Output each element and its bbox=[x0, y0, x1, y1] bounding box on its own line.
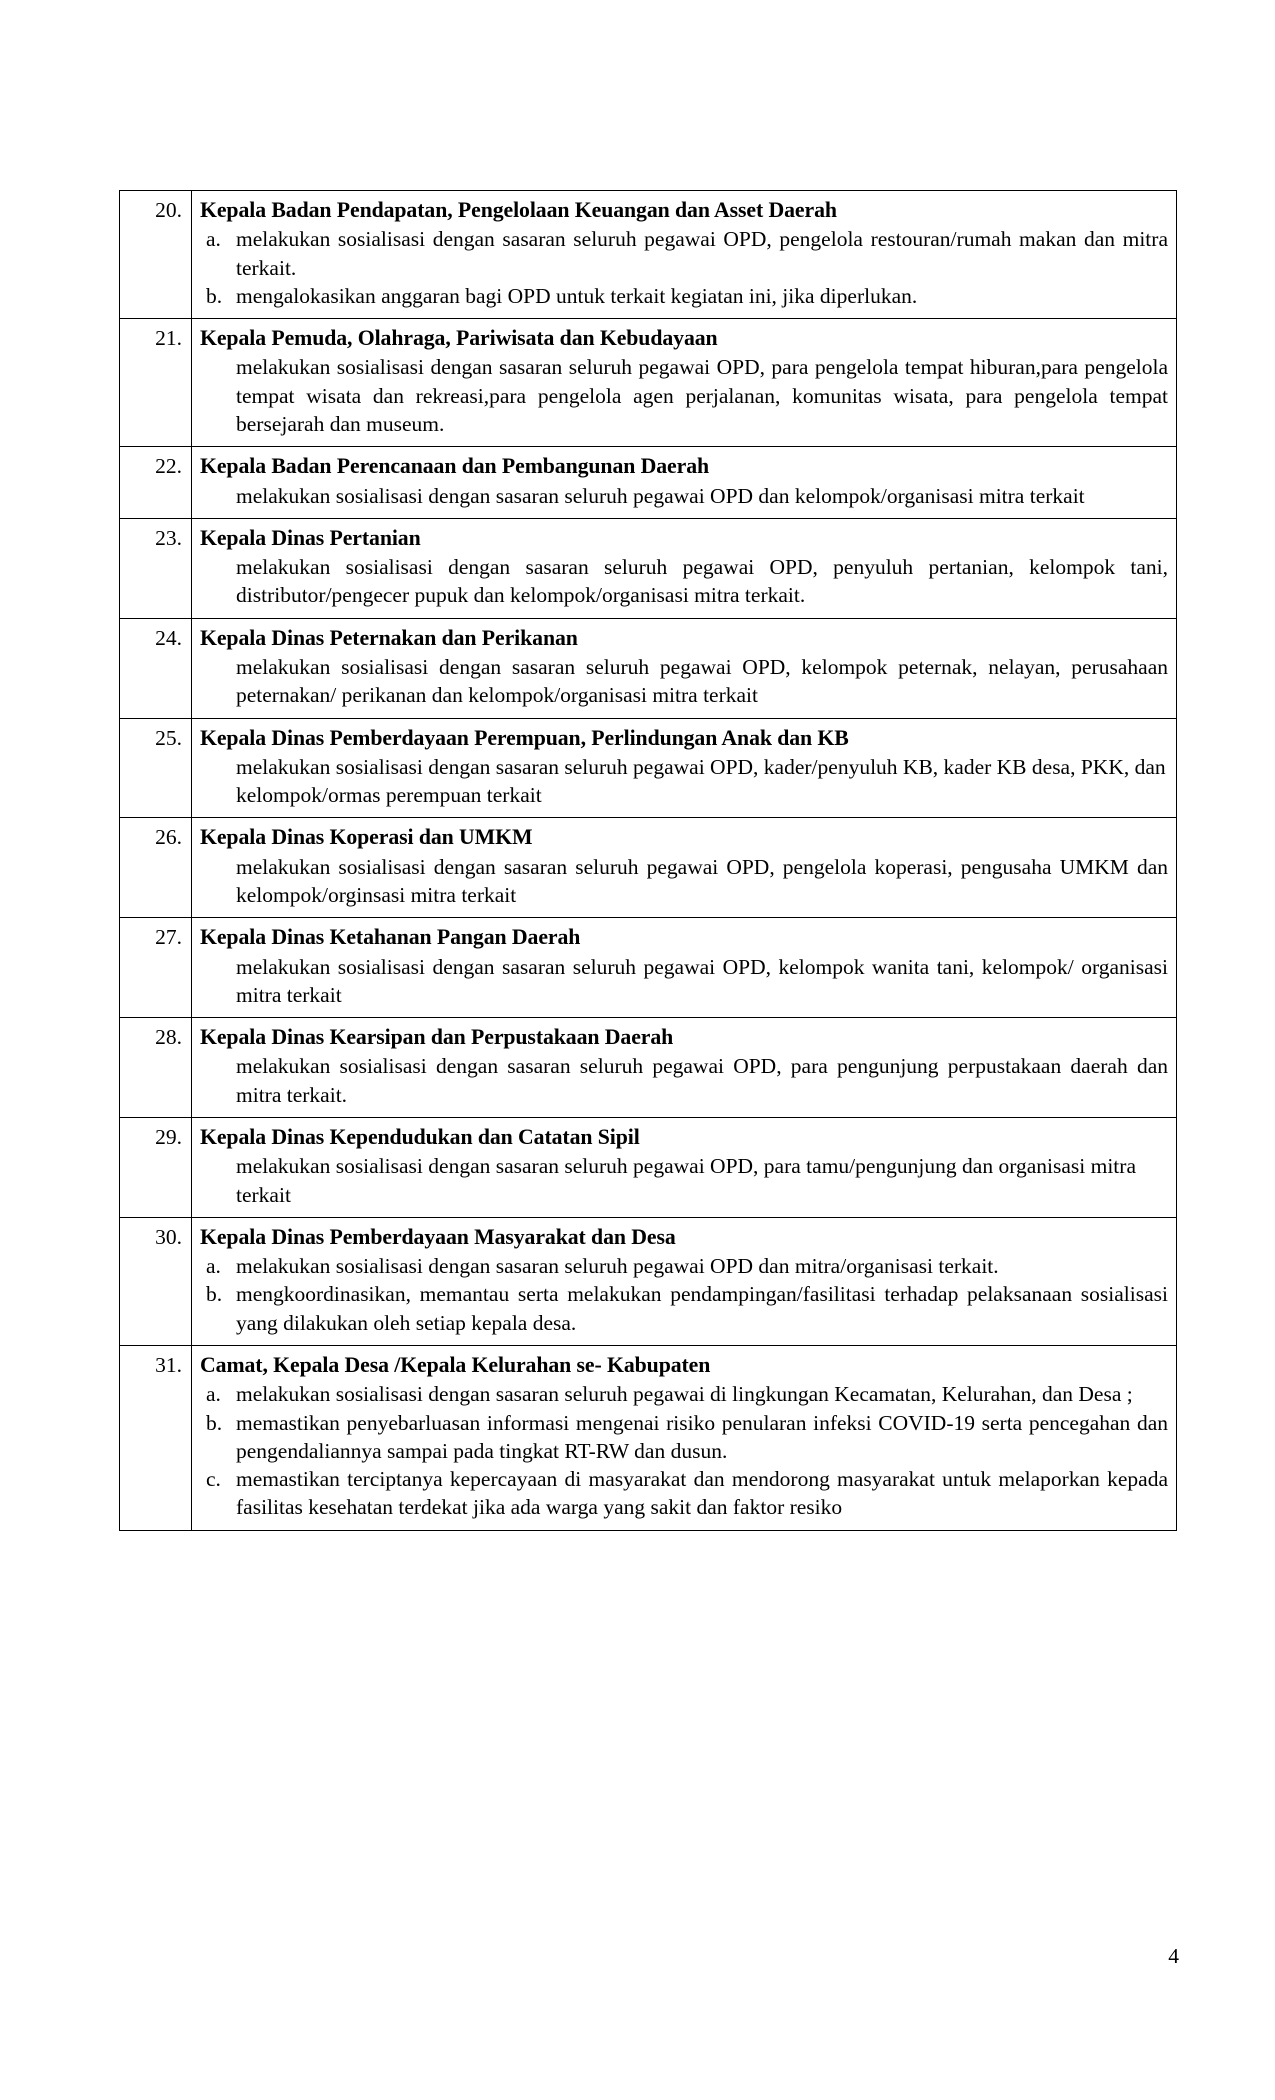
row-heading: Kepala Dinas Pertanian bbox=[200, 525, 421, 550]
row-content bbox=[192, 319, 1177, 447]
table-row bbox=[120, 191, 1177, 319]
row-paragraph: melakukan sosialisasi dengan sasaran seluruh pegawai OPD, para tamu/pengunjung dan organisasi mitra terkait bbox=[236, 1154, 1136, 1207]
row-number: 31. bbox=[120, 1345, 192, 1530]
row-number: 24. bbox=[120, 618, 192, 718]
list-marker: a. bbox=[206, 227, 221, 252]
row-paragraph: melakukan sosialisasi dengan sasaran seluruh pegawai OPD, kelompok wanita tani, kelompok/ organisasi mitra terkait bbox=[236, 954, 1168, 1007]
table-row bbox=[120, 1217, 1177, 1345]
list-item bbox=[200, 1252, 1168, 1280]
row-paragraph: melakukan sosialisasi dengan sasaran seluruh pegawai OPD, kader/penyuluh KB, kader KB desa, PKK, dan kelompok/ormas perempuan terkait bbox=[236, 754, 1166, 808]
row-number: 23. bbox=[120, 518, 192, 618]
table-row bbox=[120, 1118, 1177, 1218]
row-heading: Kepala Badan Pendapatan, Pengelolaan Keuangan dan Asset Daerah bbox=[200, 198, 837, 222]
table-row bbox=[120, 818, 1177, 918]
row-item-list bbox=[200, 225, 1168, 310]
list-marker: c. bbox=[206, 1467, 221, 1492]
row-paragraph: melakukan sosialisasi dengan sasaran seluruh pegawai OPD, para pengunjung perpustakaan daerah dan mitra terkait. bbox=[236, 1054, 1168, 1107]
row-number: 27. bbox=[120, 918, 192, 1018]
row-content bbox=[192, 1118, 1177, 1218]
row-paragraph: melakukan sosialisasi dengan sasaran seluruh pegawai OPD, pengelola koperasi, pengusaha UMKM dan kelompok/orginsasi mitra terkait bbox=[236, 854, 1168, 908]
list-item bbox=[200, 1465, 1168, 1522]
row-content bbox=[192, 618, 1177, 718]
row-paragraph: melakukan sosialisasi dengan sasaran seluruh pegawai OPD, para pengelola tempat hiburan,para pengelola tempat wisata dan rekreasi,para pengelola agen perjalanan, komunitas wisata, para pengelola tempat bersejarah dan museum. bbox=[236, 355, 1168, 436]
row-paragraph: melakukan sosialisasi dengan sasaran seluruh pegawai OPD dan kelompok/organisasi mitra terkait bbox=[236, 483, 1085, 508]
row-paragraph: melakukan sosialisasi dengan sasaran seluruh pegawai OPD, penyuluh pertanian, kelompok tani, distributor/pengecer pupuk dan kelompok/organisasi mitra terkait. bbox=[236, 555, 1168, 608]
row-number: 28. bbox=[120, 1018, 192, 1118]
row-heading: Kepala Dinas Kependudukan dan Catatan Sipil bbox=[200, 1125, 640, 1149]
row-heading: Kepala Dinas Ketahanan Pangan Daerah bbox=[200, 925, 581, 950]
list-item-text: melakukan sosialisasi dengan sasaran seluruh pegawai OPD dan mitra/organisasi terkait. bbox=[236, 1254, 999, 1279]
list-item-text: mengkoordinasikan, memantau serta melakukan pendampingan/fasilitasi terhadap pelaksanaan sosialisasi yang dilakukan oleh setiap kepala desa. bbox=[236, 1282, 1168, 1335]
list-item bbox=[200, 225, 1168, 282]
table-row bbox=[120, 447, 1177, 519]
list-item-text: melakukan sosialisasi dengan sasaran seluruh pegawai OPD, pengelola restouran/rumah makan dan mitra terkait. bbox=[236, 227, 1168, 280]
table-row bbox=[120, 319, 1177, 447]
row-number: 22. bbox=[120, 447, 192, 519]
table-body bbox=[120, 191, 1177, 1531]
table-row bbox=[120, 918, 1177, 1018]
list-item-text: memastikan terciptanya kepercayaan di masyarakat dan mendorong masyarakat untuk melaporkan kepada fasilitas kesehatan terdekat jika ada warga yang sakit dan faktor resiko bbox=[236, 1467, 1168, 1520]
row-heading: Kepala Dinas Pemberdayaan Masyarakat dan Desa bbox=[200, 1224, 676, 1249]
row-content bbox=[192, 1217, 1177, 1345]
row-paragraph: melakukan sosialisasi dengan sasaran seluruh pegawai OPD, kelompok peternak, nelayan, perusahaan peternakan/ perikanan dan kelompok/organisasi mitra terkait bbox=[236, 655, 1168, 708]
row-number: 25. bbox=[120, 718, 192, 818]
list-marker: a. bbox=[206, 1254, 221, 1279]
table-row bbox=[120, 1018, 1177, 1118]
row-number: 29. bbox=[120, 1118, 192, 1218]
row-heading: Kepala Badan Perencanaan dan Pembangunan Daerah bbox=[200, 454, 710, 479]
responsibilities-table bbox=[119, 190, 1177, 1531]
row-number: 20. bbox=[120, 191, 192, 319]
row-heading: Kepala Pemuda, Olahraga, Pariwisata dan Kebudayaan bbox=[200, 326, 718, 351]
list-item-text: melakukan sosialisasi dengan sasaran seluruh pegawai di lingkungan Kecamatan, Kelurahan, dan Desa ; bbox=[236, 1382, 1133, 1407]
row-content bbox=[192, 818, 1177, 918]
list-item-text: memastikan penyebarluasan informasi mengenai risiko penularan infeksi COVID-19 serta pencegahan dan pengendaliannya sampai pada tingkat RT-RW dan dusun. bbox=[236, 1410, 1168, 1463]
row-heading: Kepala Dinas Pemberdayaan Perempuan, Perlindungan Anak dan KB bbox=[200, 725, 849, 750]
page-number: 4 bbox=[1168, 1944, 1179, 1968]
row-content bbox=[192, 1345, 1177, 1530]
row-heading: Kepala Dinas Koperasi dan UMKM bbox=[200, 825, 533, 850]
row-number: 30. bbox=[120, 1217, 192, 1345]
row-heading: Kepala Dinas Peternakan dan Perikanan bbox=[200, 625, 578, 650]
list-item bbox=[200, 1409, 1168, 1466]
list-marker: a. bbox=[206, 1382, 221, 1407]
row-content bbox=[192, 518, 1177, 618]
row-number: 21. bbox=[120, 319, 192, 447]
list-item bbox=[200, 1380, 1168, 1408]
row-number: 26. bbox=[120, 818, 192, 918]
table-row bbox=[120, 718, 1177, 818]
row-content bbox=[192, 718, 1177, 818]
row-heading: Kepala Dinas Kearsipan dan Perpustakaan Daerah bbox=[200, 1025, 674, 1050]
table-row bbox=[120, 1345, 1177, 1530]
table-row bbox=[120, 618, 1177, 718]
table-row bbox=[120, 518, 1177, 618]
row-content bbox=[192, 191, 1177, 319]
list-marker: b. bbox=[206, 283, 223, 308]
list-marker: b. bbox=[206, 1410, 223, 1435]
row-content bbox=[192, 1018, 1177, 1118]
row-content bbox=[192, 447, 1177, 519]
list-item-text: mengalokasikan anggaran bagi OPD untuk terkait kegiatan ini, jika diperlukan. bbox=[236, 283, 918, 308]
row-heading: Camat, Kepala Desa /Kepala Kelurahan se- Kabupaten bbox=[200, 1352, 711, 1377]
row-item-list bbox=[200, 1252, 1168, 1337]
list-marker: b. bbox=[206, 1282, 223, 1307]
list-item bbox=[200, 282, 1168, 310]
row-content bbox=[192, 918, 1177, 1018]
row-item-list bbox=[200, 1380, 1168, 1521]
list-item bbox=[200, 1280, 1168, 1337]
